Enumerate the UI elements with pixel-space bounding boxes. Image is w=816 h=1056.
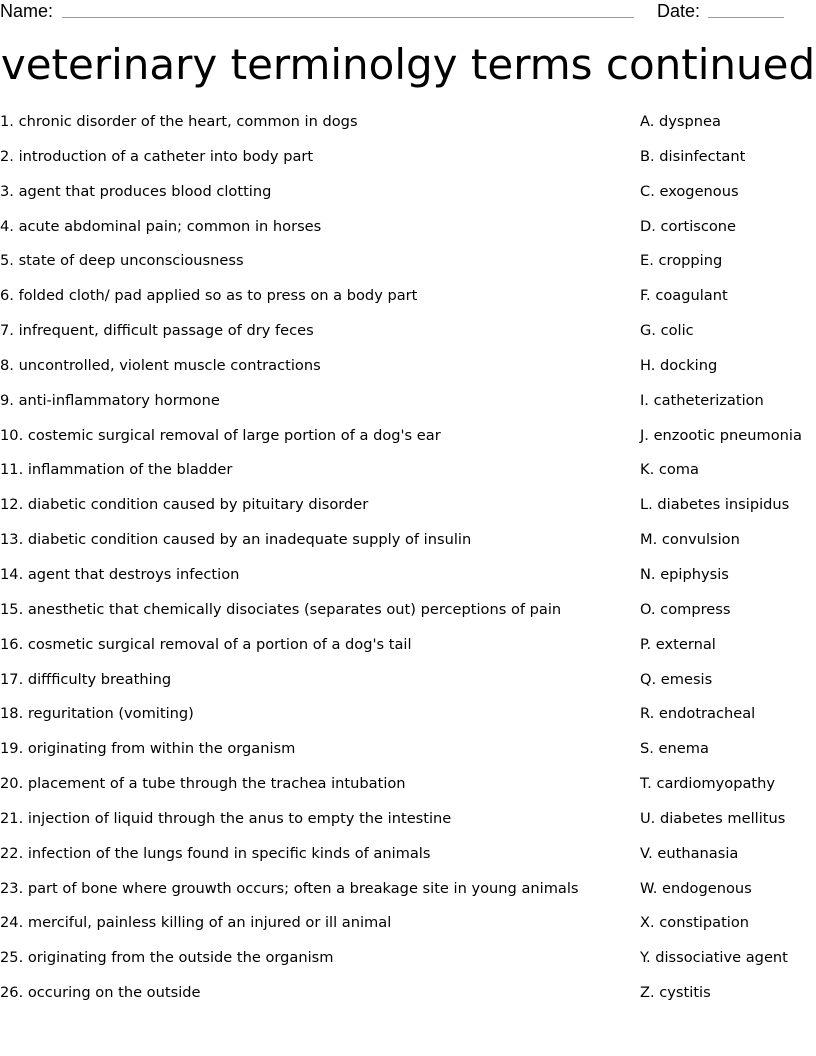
answer-item: E. cropping: [640, 252, 723, 270]
clue-item: 15. anesthetic that chemically disociates (separates out) perceptions of pain: [0, 600, 562, 618]
answer-item: K. coma: [640, 461, 699, 479]
clue-item: 23. part of bone where grouwth occurs; often a breakage site in young animals: [0, 879, 579, 897]
answer-item: J. enzootic pneumonia: [640, 426, 802, 444]
clue-item: 3. agent that produces blood clotting: [0, 182, 272, 200]
answer-item: M. convulsion: [640, 531, 740, 549]
answer-item: O. compress: [640, 600, 731, 618]
clue-item: 4. acute abdominal pain; common in horses: [0, 217, 322, 235]
clue-item: 22. infection of the lungs found in specific kinds of animals: [0, 844, 431, 862]
answer-list: [640, 113, 816, 1019]
answer-item: F. coagulant: [640, 287, 728, 305]
answer-item: D. cortiscone: [640, 217, 737, 235]
clue-item: 19. originating from within the organism: [0, 740, 296, 758]
clue-item: 5. state of deep unconsciousness: [0, 252, 244, 270]
clue-item: 10. costemic surgical removal of large portion of a dog's ear: [0, 426, 441, 444]
answer-item: H. docking: [640, 356, 718, 374]
answer-item: C. exogenous: [640, 182, 739, 200]
worksheet-title: veterinary terminolgy terms continued: [0, 40, 816, 89]
clue-item: 2. introduction of a catheter into body part: [0, 147, 314, 165]
answer-item: T. cardiomyopathy: [640, 775, 776, 793]
clue-item: 17. diffficulty breathing: [0, 670, 172, 688]
clue-item: 20. placement of a tube through the trachea intubation: [0, 775, 406, 793]
answer-item: B. disinfectant: [640, 147, 746, 165]
answer-item: Q. emesis: [640, 670, 713, 688]
clue-item: 24. merciful, painless killing of an injured or ill animal: [0, 914, 392, 932]
clue-item: 26. occuring on the outside: [0, 984, 201, 1002]
answer-item: Y. dissociative agent: [640, 949, 788, 967]
name-label: Name:: [0, 1, 54, 21]
clue-item: 16. cosmetic surgical removal of a portion of a dog's tail: [0, 635, 412, 653]
clue-list: [0, 113, 620, 1019]
clue-item: 18. reguritation (vomiting): [0, 705, 194, 723]
name-blank-line: [62, 17, 634, 18]
answer-item: R. endotracheal: [640, 705, 756, 723]
answer-item: S. enema: [640, 740, 709, 758]
clue-item: 25. originating from the outside the organism: [0, 949, 334, 967]
answer-item: P. external: [640, 635, 716, 653]
clue-item: 11. inflammation of the bladder: [0, 461, 233, 479]
answer-item: Z. cystitis: [640, 984, 711, 1002]
date-blank-line: [708, 17, 784, 18]
answer-item: W. endogenous: [640, 879, 752, 897]
clue-item: 9. anti-inflammatory hormone: [0, 391, 220, 409]
clue-item: 7. infrequent, difficult passage of dry feces: [0, 322, 314, 340]
clue-item: 6. folded cloth/ pad applied so as to press on a body part: [0, 287, 418, 305]
answer-item: V. euthanasia: [640, 844, 739, 862]
answer-item: A. dyspnea: [640, 113, 721, 130]
clue-item: 1. chronic disorder of the heart, common in dogs: [0, 113, 358, 130]
clue-item: 21. injection of liquid through the anus to empty the intestine: [0, 809, 452, 827]
answer-item: N. epiphysis: [640, 565, 729, 583]
answer-item: G. colic: [640, 322, 694, 340]
answer-item: I. catheterization: [640, 391, 764, 409]
clue-item: 13. diabetic condition caused by an inadequate supply of insulin: [0, 531, 472, 549]
date-label: Date:: [657, 1, 701, 21]
clue-item: 8. uncontrolled, violent muscle contractions: [0, 356, 321, 374]
answer-item: X. constipation: [640, 914, 750, 932]
clue-item: 14. agent that destroys infection: [0, 565, 240, 583]
worksheet-header: [0, 0, 816, 24]
answer-item: L. diabetes insipidus: [640, 496, 790, 514]
clue-item: 12. diabetic condition caused by pituitary disorder: [0, 496, 369, 514]
answer-item: U. diabetes mellitus: [640, 809, 786, 827]
